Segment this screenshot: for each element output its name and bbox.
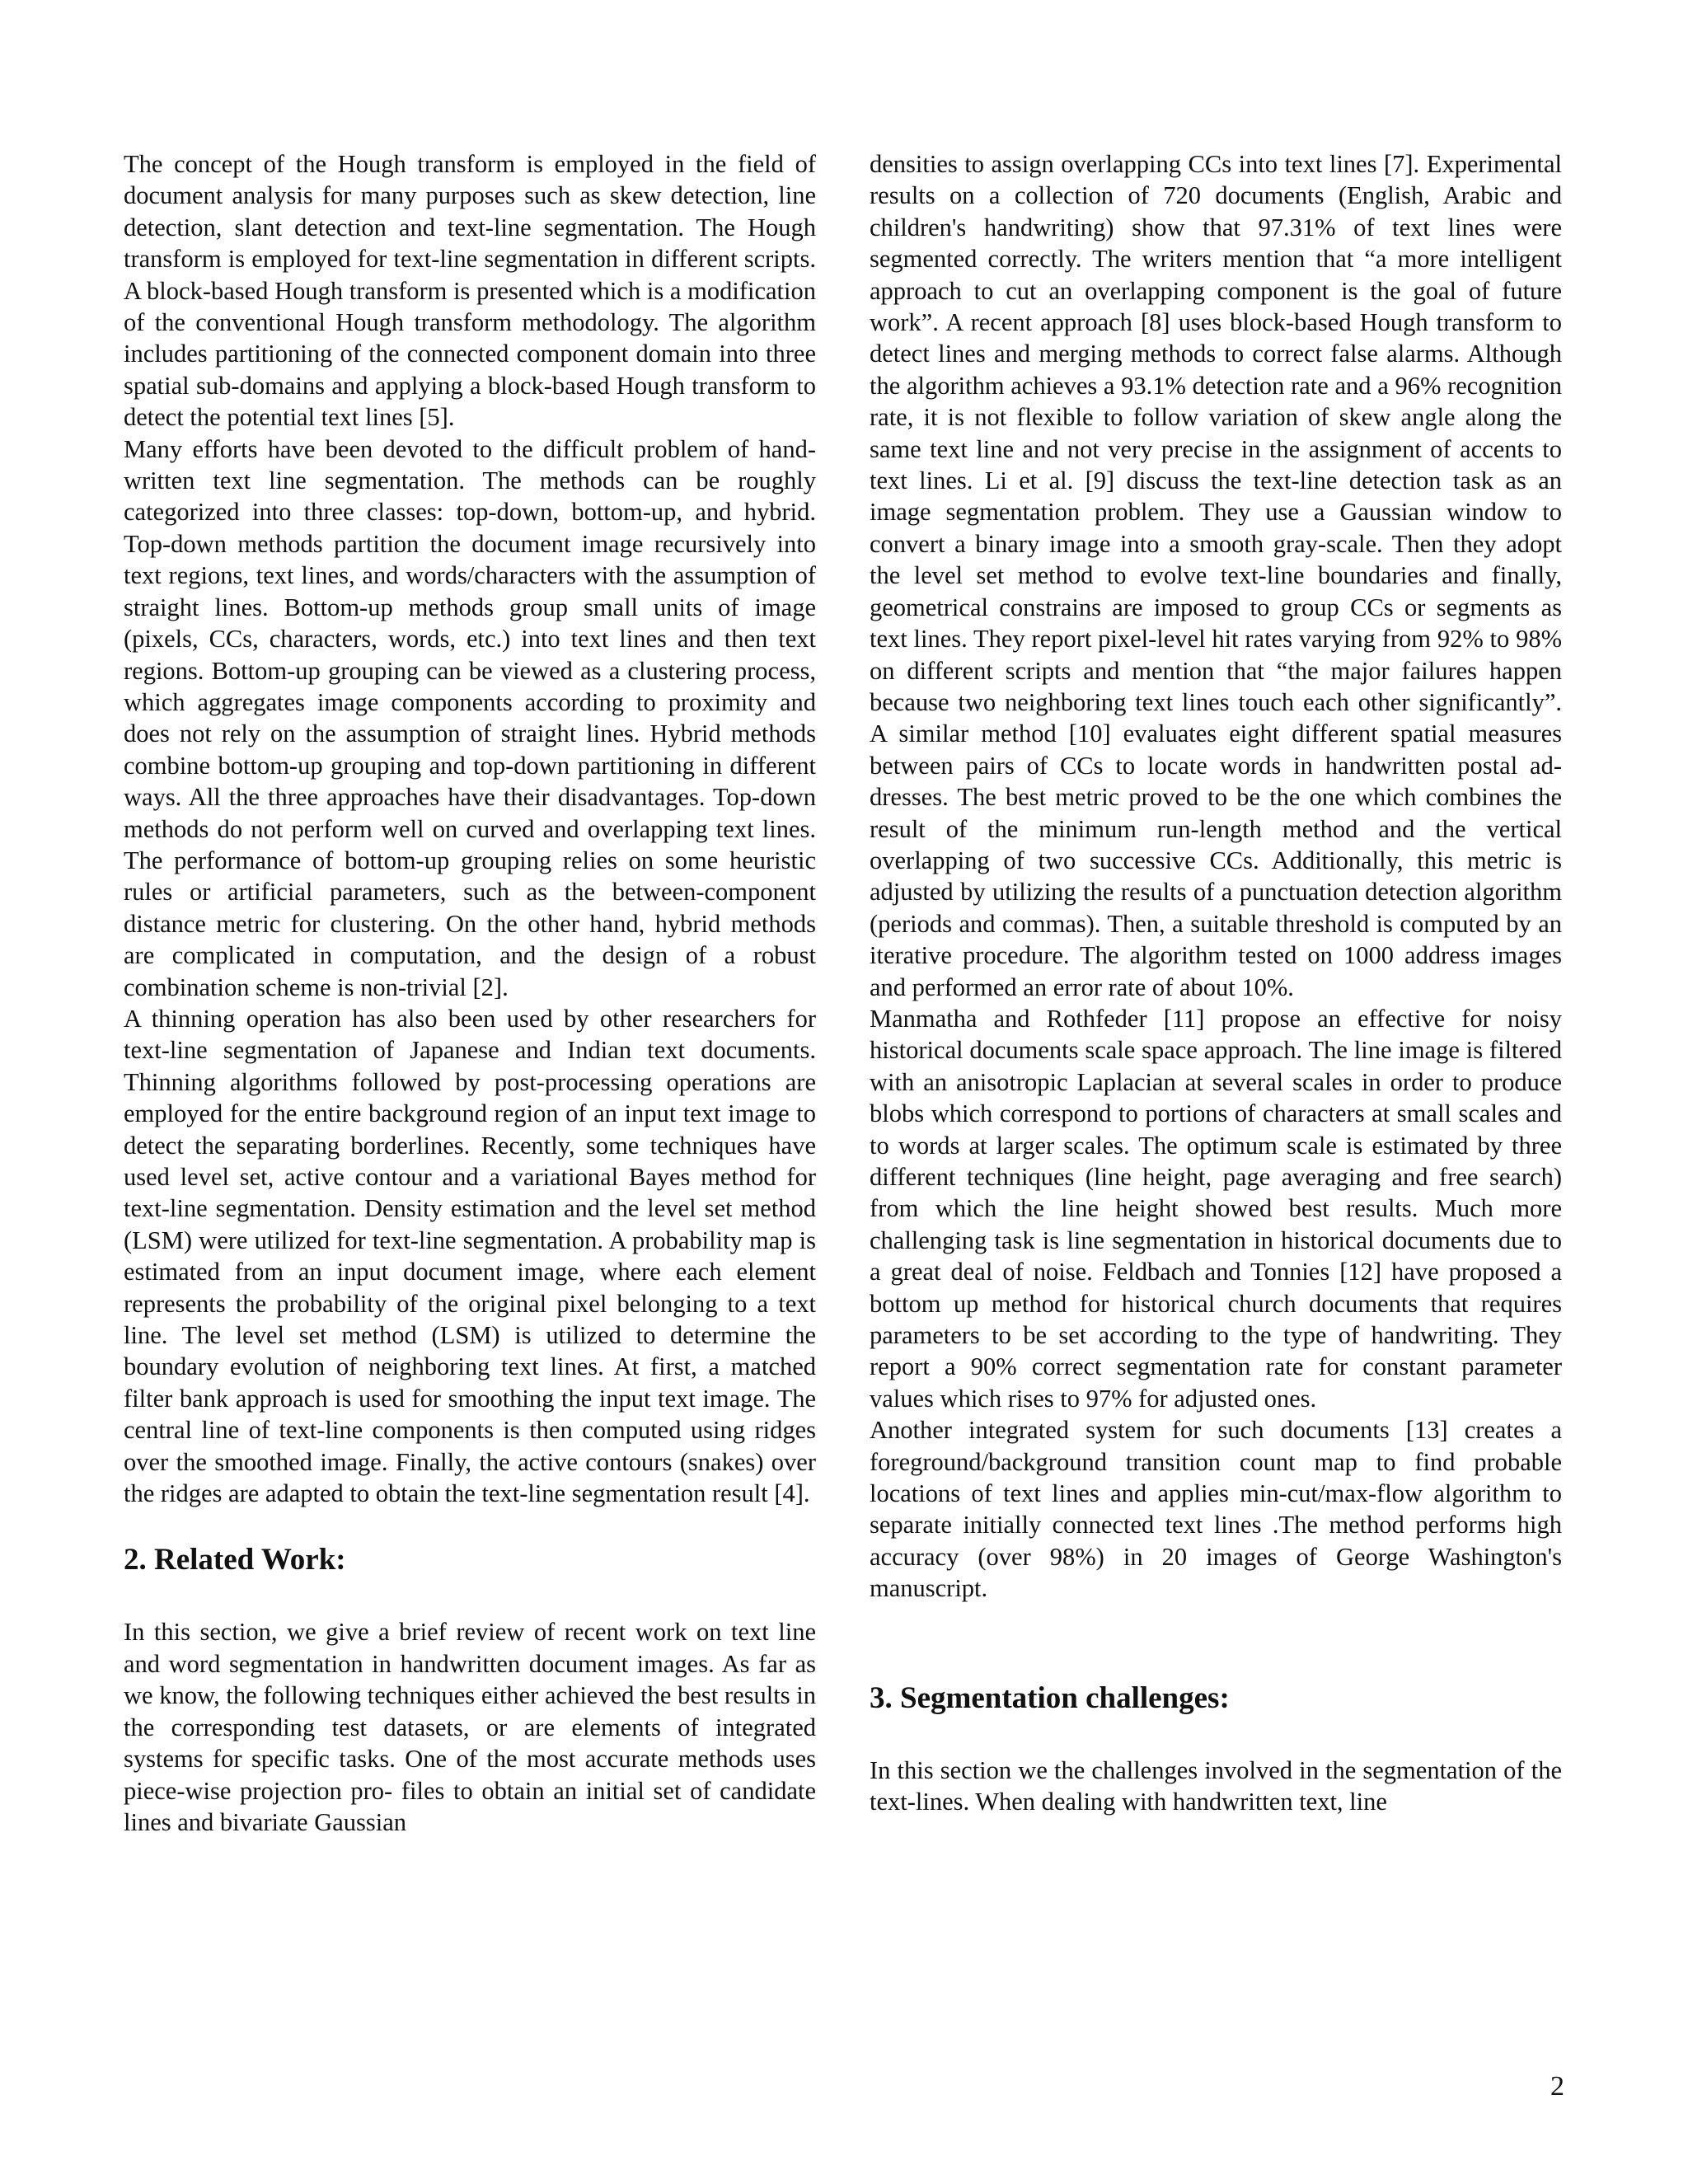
paragraph-integrated-system: Another integrated system for such documents [13] creates a foreground/background transition count map to find probable locations of text lines and applies min-cut/max-flow algorithm to separate initially connected text lines .The method performs high accuracy (over 98%) in 20 images of George Washington's manuscript. [870,1416,1562,1603]
paragraph-gaussian-densities: densities to assign overlapping CCs into text lines [7]. Experimental results on a collection of 720 documents (English, Arabic and children's handwriting) show that 97.31% of text lines were segmented correctly. The writers mention that “a more intelligent approach to cut an overlapping component is the goal of future work”. A recent approach [8] uses block-based Hough transform to detect lines and merging methods to correct false alarms. Although the algorithm achieves a 93.1% detection rate and a 96% recognition rate, it is not flexible to follow variation of skew angle along the same text line and not very precise in the assignment of accents to text lines. Li et al. [9] discuss the text-line detection task as an image segmentation problem. They use a Gaussian window to convert a binary image into a smooth gray-scale. Then they adopt the level set method to evolve text-line boundaries and finally, geometrical constrains are imposed to group CCs or segments as text lines. They report pixel-level hit rates varying from 92% to 98% on different scripts and mention that “the major failures happen because two neighboring text lines touch each other significantly”. A similar method [10] evaluates eight different spatial measures between pairs of CCs to locate words in handwritten postal ad- dresses. The best metric proved to be the one which combines the result of the minimum run-length method and the vertical overlapping of two successive CCs. Additionally, this metric is adjusted by utilizing the results of a punctuation detection algorithm (periods and commas). Then, a suitable threshold is computed by an iterative procedure. The algorithm tested on 1000 address images and performed an error rate of about 10%. [870,150,1562,1001]
paragraph-hough-transform: The concept of the Hough transform is employed in the field of document analysis for many purposes such as skew detection, line detection, slant detection and text-line segmentation. The Hough transform is employed for text-line segmentation in different scripts. A block-based Hough transform is presented which is a modification of the conventional Hough transform methodology. The algorithm includes partitioning of the connected component domain into three spatial sub-domains and applying a block-based Hough transform to detect the potential text lines [5]. [124,150,816,432]
paragraph-challenges-intro: In this section we the challenges involved in the segmentation of the text-lines. When dealing with handwritten text, line [870,1755,1562,1816]
paragraph-manmatha-rothfeder: Manmatha and Rothfeder [11] propose an effective for noisy historical documents scale space approach. The line image is filtered with an anisotropic Laplacian at several scales in order to produce blobs which correspond to portions of characters at small scales and to words at larger scales. The optimum scale is estimated by three different techniques (line height, page averaging and free search) from which the line height showed best results. Much more challenging task is line segmentation in historical documents due to a great deal of noise. Feldbach and Tonnies [12] have proposed a bottom up method for historical church documents that requires parameters to be set according to the type of handwriting. They report a 90% correct segmentation rate for constant parameter values which rises to 97% for adjusted ones. [870,1004,1562,1413]
page-number: 2 [1550,2071,1564,2102]
paragraph-related-work-intro: In this section, we give a brief review of recent work on text line and word segmentation in handwritten document images. As far as we know, the following techniques either achieved the best results in the corresponding test datasets, or are elements of integrated systems for specific tasks. One of the most accurate methods uses piece-wise projection pro- files to obtain an initial set of candidate lines and bivariate Gaussian [124,1618,816,1836]
section-heading-related-work: 2. Related Work: [124,1543,346,1577]
left-column [124,148,816,1838]
paragraph-segmentation-methods: Many efforts have been devoted to the difficult problem of hand- written text line segmentation. The methods can be roughly categorized into three classes: top-down, bottom-up, and hybrid. Top-down methods partition the document image recursively into text regions, text lines, and words/characters with the assumption of straight lines. Bottom-up methods group small units of image (pixels, CCs, characters, words, etc.) into text lines and then text regions. Bottom-up grouping can be viewed as a clustering process, which aggregates image components according to proximity and does not rely on the assumption of straight lines. Hybrid methods combine bottom-up grouping and top-down partitioning in different ways. All the three approaches have their disadvantages. Top-down methods do not perform well on curved and overlapping text lines. The performance of bottom-up grouping relies on some heuristic rules or artificial parameters, such as the between-component distance metric for clustering. On the other hand, hybrid methods are complicated in computation, and the design of a robust combination scheme is non-trivial [2]. [124,434,816,1001]
section-heading-segmentation-challenges: 3. Segmentation challenges: [870,1680,1230,1715]
right-column [870,148,1562,1818]
paragraph-thinning-operation: A thinning operation has also been used by other researchers for text-line segmentation of Japanese and Indian text documents. Thinning algorithms followed by post-processing operations are employed for the entire background region of an input text image to detect the separating borderlines. Recently, some techniques have used level set, active contour and a variational Bayes method for text-line segmentation. Density estimation and the level set method (LSM) were utilized for text-line segmentation. A probability map is estimated from an input document image, where each element represents the probability of the original pixel belonging to a text line. The level set method (LSM) is utilized to determine the boundary evolution of neighboring text lines. At first, a matched filter bank approach is used for smoothing the input text image. The central line of text-line components is then computed using ridges over the smoothed image. Finally, the active contours (snakes) over the ridges are adapted to obtain the text-line segmentation result [4]. [124,1004,816,1508]
